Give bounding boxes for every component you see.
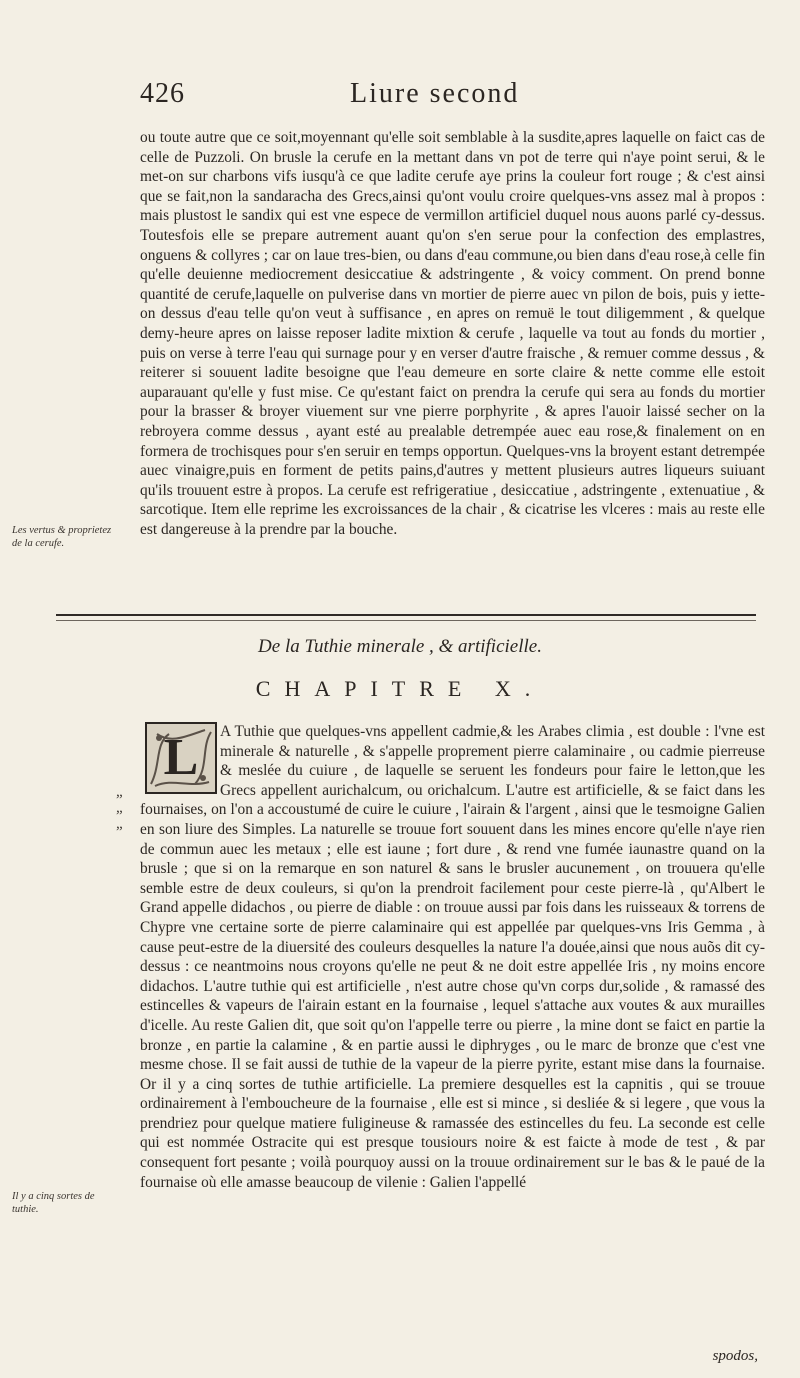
- drop-cap-letter: L: [163, 729, 199, 786]
- running-title: Liure second: [350, 78, 520, 109]
- section-title: De la Tuthie minerale , & artificielle.: [258, 636, 542, 657]
- section-rule-bottom: [56, 620, 756, 621]
- chapter-title: CHAPITRE X.: [255, 676, 545, 701]
- margin-note-five-sorts: Il y a cinq sortes de tuthie.: [12, 1191, 95, 1215]
- catchword: spodos,: [712, 1348, 758, 1364]
- quotation-marks: ” ” ”: [116, 792, 123, 840]
- chapter-body-wrap: [140, 722, 765, 1192]
- page-number: 426: [140, 78, 185, 109]
- section-rule-top: [56, 614, 756, 616]
- body-paragraph-2: A Tuthie que quelques-vns appellent cadmie,& les Arabes climia , est double : l'vne est minerale & naturelle , & s'appelle proprement pierre calaminaire , ou cadmie pierreuse & meslée du cuiure , de laquelle se seruent les fondeurs pour faire le letton,que les Grecs appellent aurichalcum, ou orichalcum. L'autre est artificielle, & se faict dans les fournaises, on l'on a accoustumé de cuire le cuiure , l'airain & l'argent , ainsi que le tesmoigne Galien en son liure des Simples. La naturelle se trouue fort souuent dans les mines encore qu'elle n'aye rien de commun auec les metaux ; elle est iaune ; fort dure , & rend vne fumée iaunastre quand on la brusle ; que si on la remarque en son naturel & sans le brusler aucunement , on trouuera qu'elle semble estre de deux couleurs, si qu'on la prendroit facilement pour ceste pierre-là , qu'Albert le Grand appelle didachos , ou pierre de diable : on trouue aussi par fois dans les ruisseaux & torrens de Chypre vne certaine sorte de pierre calaminaire qui est appellée par quelques-vns Iris Gemma , à cause peut-estre de la diuersité des couleurs desquelles la nature l'a douée,ainsi que nous auõs dit cy-dessus : ce neantmoins nous croyons qu'elle ne peut & ne doit estre appellée Iris , ny moins encore didachos. L'autre tuthie qui est artificielle , n'est autre chose qu'vn corps dur,solide , & ramassé des estincelles & vapeurs de l'airain estant en la fournaise , lequel s'attache aux voutes & aux murailles d'icelle. Au reste Galien dit, que soit qu'on l'appelle terre ou pierre , la mine dont se faict en partie la bronze , en partie la calamine , & en partie aussi le diphryges , ou le marc de bronze que c'est vne mesme chose. Il se fait aussi de tuthie de la vapeur de la pierre pyrite, estant mise dans la fournaise. Or il y a cinq sortes de tuthie artificielle. La premiere desquelles est la capnitis , qui se trouue ordinairement à l'emboucheure de la fournaise , elle est si mince , si desliée & si legere , que vous la prendriez pour quelque matiere fuligineuse & ramassée des estincelles du feu. La seconde est celle qui est nommée Ostracite qui est presque tousiours noire & est faicte à mode de test , & par consequent fort pesante ; voilà pourquoy aussi on la trouue ordinairement sur le bas & le paué de la fournaise où elle amasse beaucoup de vilenie : Galien l'appellé: [140, 723, 765, 1191]
- margin-note-virtues: Les vertus & proprietez de la cerufe.: [12, 525, 112, 549]
- body-paragraph-1: ou toute autre que ce soit,moyennant qu'elle soit semblable à la susdite,apres laquelle on faict cas de celle de Puzzoli. On brusle la cerufe en la mettant dans vn pot de terre qui n'aye point serui, & le met-on sur charbons vifs iusqu'à ce que ladite cerufe aye prins la couleur fort rouge ; & c'est ainsi que se fait,non la sandaracha des Grecs,ainsi qu'ont voulu croire quelques-vns assez mal à propos : mais plustost le sandix qui est vne espece de vermillon artificiel duquel nous auons parlé cy-dessus. Toutesfois elle se prepare autrement auant qu'on s'en serue pour la confection des emplastres, onguens & collyres ; car on laue tres-bien, ou dans d'eau commune,ou bien dans d'eau rose,à celle fin qu'elle deuienne mediocrement desiccatiue & adstringente , & voicy comment. On prend bonne quantité de cerufe,laquelle on pulverise dans vn mortier de pierre auec vn pilon de bois, puis y iette-on dessus d'eau telle qu'on veut à suffisance , en apres on remuë le tout diligemment , & quelque demy-heure apres on laisse reposer ladite mixtion & cerufe , laquelle va tout au fonds du mortier , puis on verse à terre l'eau qui surnage pour y en verser d'autre fraische , & remuer comme dessus , & reiterer si souuent ladite besoigne que l'eau demeure en sorte claire & nette comme elle estoit auparauant qu'elle y fust mise. Ce qu'estant faict on prendra la cerufe qui sera au fonds du mortier pour la brasser & broyer viuement sur vne pierre porphyrite , & apres l'auoir laissé secher on la rebroyera comme dessus , ayant esté au prealable detrempée auec eau rose,& finalement on en formera de trochisques pour s'en seruir en temps opportun. Quelques-vns la broyent estant detrempée auec vinaigre,puis en forment de petits pains,d'autres y mettent plusieurs autres liqueurs suiuant qu'ils trouuent estre à propos. La cerufe est refrigeratiue , desiccatiue , adstringente , extenuatiue , & sarcotique. Item elle reprime les excroissances de la chair , & cicatrise les vlceres : mais au reste elle est dangereuse à la prendre par la bouche.: [140, 129, 765, 538]
- drop-cap-spacer: [140, 722, 220, 798]
